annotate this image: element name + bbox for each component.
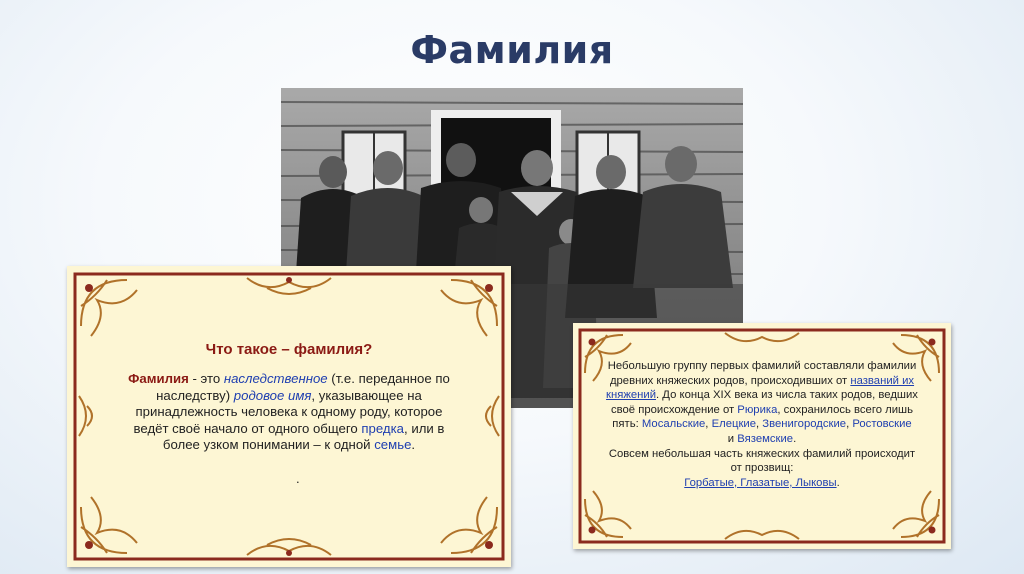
- term-rurik: Рюрика: [737, 403, 778, 416]
- term-family-name: родовое имя: [233, 387, 312, 403]
- family-eletskie: Елецкие: [711, 418, 756, 431]
- link-nicknames[interactable]: Горбатые, Глазатые, Лыковы: [684, 476, 837, 489]
- family-zvenigorodskie: Звенигородские: [762, 418, 847, 431]
- def-text-5: .: [411, 437, 416, 452]
- pf-comma-1: ,: [705, 418, 712, 431]
- definition-text: [122, 371, 456, 454]
- slide-title: Фамилия: [410, 28, 614, 72]
- pf-comma-2: ,: [756, 418, 763, 431]
- term-family: семье: [374, 437, 412, 452]
- pf-text-5: Совсем небольшая часть княжеских фамилий происходит от прозвищ:: [608, 447, 916, 475]
- family-mosalskie: Мосальские: [641, 418, 706, 431]
- def-text-1: - это: [188, 371, 224, 386]
- term-familia: Фамилия: [128, 371, 189, 386]
- pf-text-4: .: [793, 432, 797, 445]
- princely-families-text: [606, 359, 918, 490]
- term-ancestor: предка: [361, 420, 405, 436]
- term-hereditary: наследственное: [223, 371, 328, 386]
- pf-text-1: Небольшую группу первых фамилий составляли фамилии древних княжеских родов, происходивших от: [607, 360, 917, 387]
- pf-comma-3: ,: [846, 418, 853, 431]
- pf-text-2: . До конца XIX века из числа таких родов, ведших своё происхождение от: [611, 389, 918, 416]
- def-text-4: , или в более узком понимании – к одной: [162, 420, 445, 452]
- def-text-3: , указывающее на принадлежность человека к одному роду, которое ведёт своё начало от одного общего: [133, 387, 443, 436]
- definition-card: [67, 266, 511, 567]
- pf-text-6: .: [836, 476, 840, 489]
- princely-families-card: [573, 323, 951, 549]
- family-vyazemskie: Вяземские: [737, 432, 794, 445]
- link-principalities[interactable]: названий их княжений: [606, 374, 915, 402]
- pf-text-3: , сохранилось всего лишь пять:: [612, 403, 913, 431]
- definition-heading: Что такое – фамилия?: [205, 341, 373, 358]
- decorative-dot: .: [296, 471, 300, 486]
- def-text-2: (т.е. переданное по наследству): [156, 371, 450, 403]
- family-rostovskie: Ростовские: [852, 418, 912, 431]
- pf-and: и: [727, 432, 738, 445]
